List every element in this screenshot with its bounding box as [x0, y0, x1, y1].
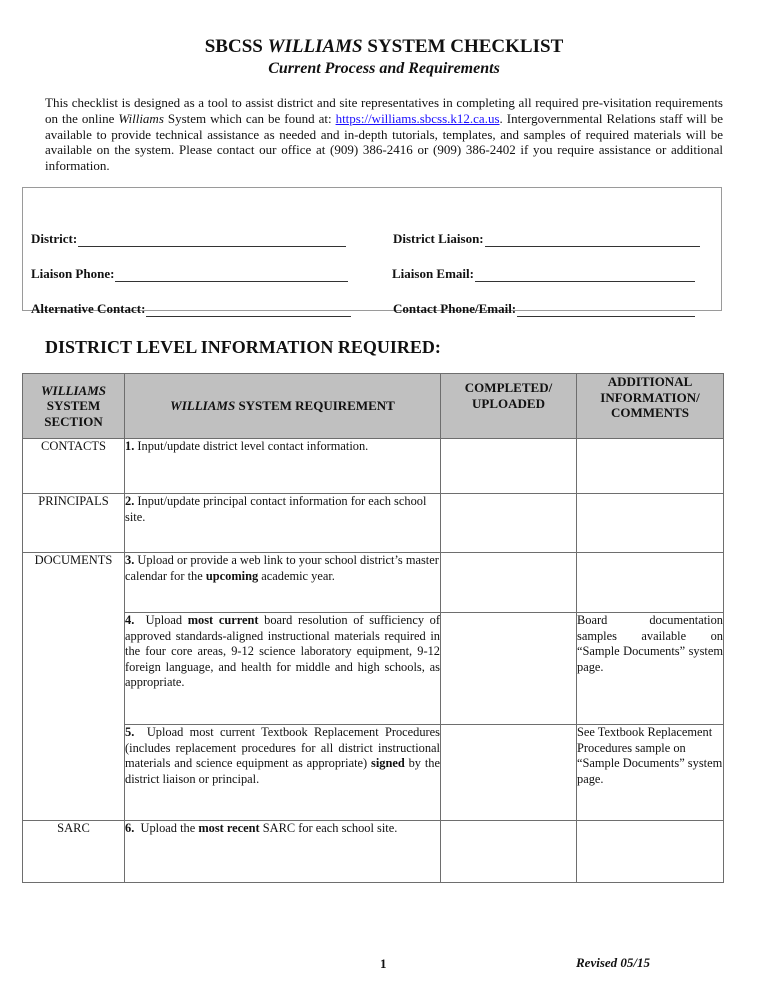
table-row [23, 725, 724, 821]
header-section-italic: WILLIAMS [40, 382, 107, 398]
intro-italic: Williams [118, 110, 164, 126]
requirement-text: Upload the [134, 821, 199, 835]
district-liaison-label: District Liaison: [393, 231, 484, 246]
completed-cell[interactable] [441, 494, 577, 553]
requirement-text: Input/update district level contact information. [134, 439, 369, 453]
contact-phone-email-input[interactable] [517, 302, 695, 317]
liaison-email-field[interactable] [392, 266, 695, 282]
district-field[interactable] [31, 231, 346, 247]
requirement-text-end: board resolution of sufficiency of approved standards-aligned instructional materials required in the four core areas, 9-12 science laboratory equipment, 9-12 foreign language, and health for middle and high schools, as appropriate. [125, 613, 440, 690]
completed-cell[interactable] [441, 613, 577, 725]
title-italic: WILLIAMS [267, 36, 363, 57]
requirement-number: 1. [125, 439, 135, 453]
header-requirement-rest: SYSTEM REQUIREMENT [235, 398, 395, 414]
completed-cell[interactable] [441, 821, 577, 883]
comment-cell[interactable] [577, 439, 724, 494]
requirement-cell [125, 553, 441, 613]
williams-system-link[interactable]: https://williams.sbcss.k12.ca.us [335, 110, 500, 126]
liaison-phone-label: Liaison Phone: [31, 266, 115, 281]
intro-text-2: System which can be found at: [163, 110, 336, 126]
contact-phone-email-field[interactable] [393, 301, 695, 317]
form-row-2 [31, 266, 715, 284]
header-comments-line2: INFORMATION/ [600, 389, 700, 405]
intro-text-1: This checklist is designed as a tool to assist district and site representatives in completing all required pre-visitation requirements on the online [45, 95, 723, 126]
header-comments [577, 374, 724, 439]
title-prefix: SBCSS [204, 36, 268, 57]
requirements-table [22, 373, 724, 883]
completed-cell[interactable] [441, 553, 577, 613]
header-section-line2: SYSTEM [46, 398, 101, 414]
section-cell: PRINCIPALS [23, 494, 125, 553]
contact-form-box [22, 187, 722, 316]
requirement-number: 6. [125, 821, 135, 835]
header-requirement-italic: WILLIAMS [170, 398, 236, 414]
intro-paragraph [45, 95, 723, 174]
requirement-text: Input/update principal contact information for each school site. [125, 494, 427, 524]
header-section-line3: SECTION [44, 413, 103, 429]
requirement-text: Upload [134, 613, 188, 627]
table-row [23, 613, 724, 725]
header-completed-line1: COMPLETED/ [464, 380, 553, 395]
comment-cell[interactable] [577, 821, 724, 883]
liaison-email-label: Liaison Email: [392, 266, 474, 281]
requirement-bold: most recent [198, 821, 260, 835]
document-subtitle: Current Process and Requirements [268, 60, 500, 77]
alternative-contact-field[interactable] [31, 301, 351, 317]
table-row [23, 553, 724, 613]
document-title [0, 36, 768, 58]
header-completed [441, 374, 577, 439]
requirement-number: 3. [125, 553, 135, 567]
revised-date: Revised 05/15 [576, 955, 651, 970]
requirement-number: 2. [125, 494, 135, 508]
requirement-bold: upcoming [205, 568, 259, 583]
district-liaison-input[interactable] [485, 232, 700, 247]
comment-cell[interactable] [577, 553, 724, 613]
requirement-text-end: academic year. [258, 568, 335, 583]
section-heading: DISTRICT LEVEL INFORMATION REQUIRED: [45, 337, 441, 357]
requirement-text: Upload or provide a web link to your school district’s master calendar for the [125, 553, 439, 583]
requirement-cell [125, 821, 441, 883]
requirement-cell [125, 613, 441, 725]
liaison-phone-input[interactable] [115, 267, 348, 282]
section-cell: SARC [23, 821, 125, 883]
header-comments-line3: COMMENTS [611, 405, 689, 420]
table-row [23, 439, 724, 494]
alternative-contact-input[interactable] [146, 302, 351, 317]
table-header-row [23, 374, 724, 439]
requirement-bold: signed [371, 756, 405, 771]
intro-text-3: . Intergovernmental Relations staff will be available to provide technical assistance as needed and in-depth tutorials, templates, and samples of required materials will be available on the system. Please contact our office at (909) 386-2416 or (909) 386-2402 if you require assistance or additional information. [45, 110, 723, 174]
district-input[interactable] [78, 232, 346, 247]
requirement-cell [125, 494, 441, 553]
form-row-3 [31, 301, 715, 319]
section-cell: CONTACTS [23, 439, 125, 494]
header-comments-line1: ADDITIONAL [607, 374, 693, 389]
table-row [23, 821, 724, 883]
alternative-contact-label: Alternative Contact: [31, 301, 146, 316]
liaison-phone-field[interactable] [31, 266, 348, 282]
requirement-bold: most current [187, 613, 259, 627]
completed-cell[interactable] [441, 725, 577, 821]
requirement-cell [125, 439, 441, 494]
requirement-text-end: by the district liaison or principal. [125, 756, 440, 786]
header-requirement [125, 374, 441, 439]
form-row-1 [31, 231, 715, 249]
district-liaison-field[interactable] [393, 231, 700, 247]
liaison-email-input[interactable] [475, 267, 695, 282]
contact-phone-email-label: Contact Phone/Email: [393, 301, 517, 316]
requirement-text-end: SARC for each school site. [259, 821, 398, 835]
header-section [23, 374, 125, 439]
comment-cell[interactable] [577, 494, 724, 553]
requirement-text: Upload most current Textbook Replacement Procedures (includes replacement procedures for all district instructional materials and science equipment as appropriate) [125, 725, 444, 771]
requirement-number: 4. [125, 613, 135, 627]
comment-cell[interactable]: Board documentation samples available on “Sample Documents” system page. [577, 613, 724, 725]
district-label: District: [31, 231, 78, 246]
section-cell: DOCUMENTS [23, 553, 125, 821]
comment-cell[interactable]: See Textbook Replacement Procedures sample on “Sample Documents” system page. [577, 725, 724, 821]
title-suffix: SYSTEM CHECKLIST [362, 36, 564, 57]
table-row [23, 494, 724, 553]
header-completed-line2: UPLOADED [472, 395, 545, 411]
completed-cell[interactable] [441, 439, 577, 494]
requirement-number: 5. [125, 725, 135, 739]
requirement-cell [125, 725, 444, 821]
page-number: 1 [380, 956, 387, 971]
